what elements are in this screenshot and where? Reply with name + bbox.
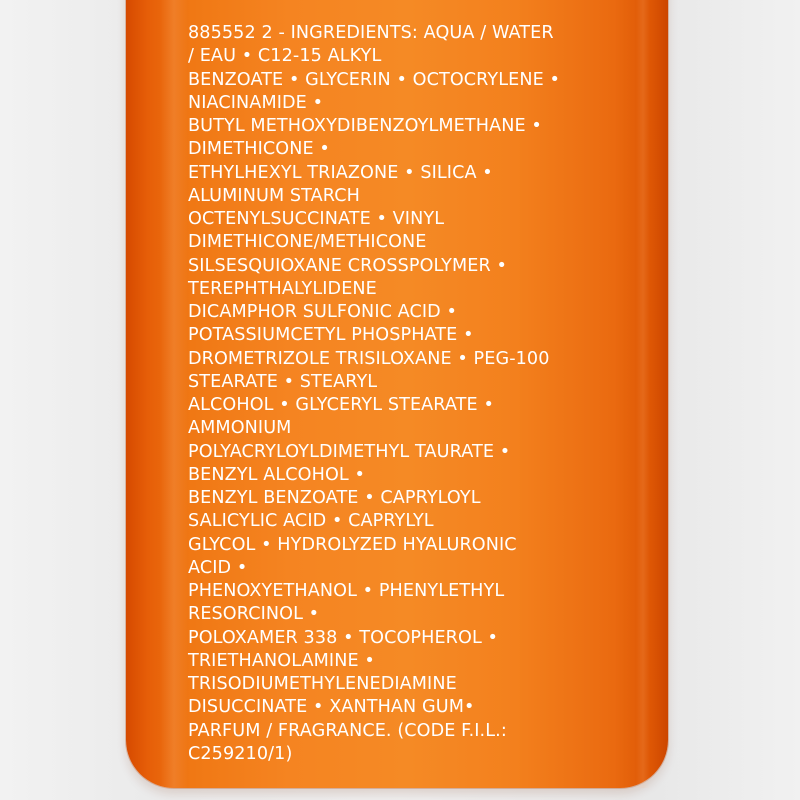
ingredients-line: DIMETHICONE/METHICONE — [188, 232, 427, 253]
ingredients-line: TRIETHANOLAMINE • — [188, 650, 375, 671]
ingredients-line: ETHYLHEXYL TRIAZONE • SILICA • — [188, 162, 493, 183]
ingredients-line: TRISODIUMETHYLENEDIAMINE — [188, 674, 457, 694]
ingredients-line: POLOXAMER 338 • TOCOPHEROL • — [188, 627, 499, 648]
ingredients-line: DICAMPHOR SULFONIC ACID • — [188, 302, 458, 322]
ingredients-line: TEREPHTHALYLIDENE — [188, 278, 377, 299]
ingredients-line: PARFUM / FRAGRANCE. (CODE F.I.L.: — [188, 720, 507, 741]
ingredients-line: GLYCOL • HYDROLYZED HYALURONIC — [188, 534, 517, 555]
ingredients-line: OCTENYLSUCCINATE • VINYL — [188, 209, 445, 229]
ingredients-line: BENZOATE • GLYCERIN • OCTOCRYLENE • — [188, 69, 560, 90]
ingredients-line: RESORCINOL • — [188, 604, 320, 625]
ingredients-line: PHENOXYETHANOL • PHENYLETHYL — [188, 581, 505, 601]
ingredients-line: POLYACRYLOYLDIMETHYL TAURATE • — [188, 441, 511, 462]
ingredients-line: C259210/1) — [188, 743, 293, 764]
ingredients-line: POTASSIUMCETYL PHOSPHATE • — [188, 325, 474, 346]
ingredients-label — [188, 22, 638, 766]
ingredients-line: 885552 2 - INGREDIENTS: AQUA / WATER — [188, 23, 554, 43]
ingredients-line: BENZYL ALCOHOL • — [188, 464, 365, 485]
ingredients-line: DISUCCINATE • XANTHAN GUM• — [188, 697, 475, 718]
ingredients-line: SALICYLIC ACID • CAPRYLYL — [188, 511, 434, 532]
ingredients-line: BUTYL METHOXYDIBENZOYLMETHANE • — [188, 116, 542, 136]
ingredients-line: ALCOHOL • GLYCERYL STEARATE • — [188, 395, 494, 415]
bottle-highlight — [160, 0, 188, 788]
ingredients-line: ACID • — [188, 557, 248, 578]
ingredients-line: AMMONIUM — [188, 418, 292, 439]
ingredients-line: SILSESQUIOXANE CROSSPOLYMER • — [188, 255, 507, 276]
ingredients-line: STEARATE • STEARYL — [188, 371, 378, 392]
ingredients-line: ALUMINUM STARCH — [188, 185, 360, 206]
ingredients-line: NIACINAMIDE • — [188, 92, 324, 113]
ingredients-line: DROMETRIZOLE TRISILOXANE • PEG-100 — [188, 348, 550, 369]
ingredients-line: BENZYL BENZOATE • CAPRYLOYL — [188, 488, 481, 508]
ingredients-line: DIMETHICONE • — [188, 139, 330, 160]
bottle-edge-highlight — [636, 0, 650, 788]
ingredients-line: / EAU • C12-15 ALKYL — [188, 46, 382, 67]
